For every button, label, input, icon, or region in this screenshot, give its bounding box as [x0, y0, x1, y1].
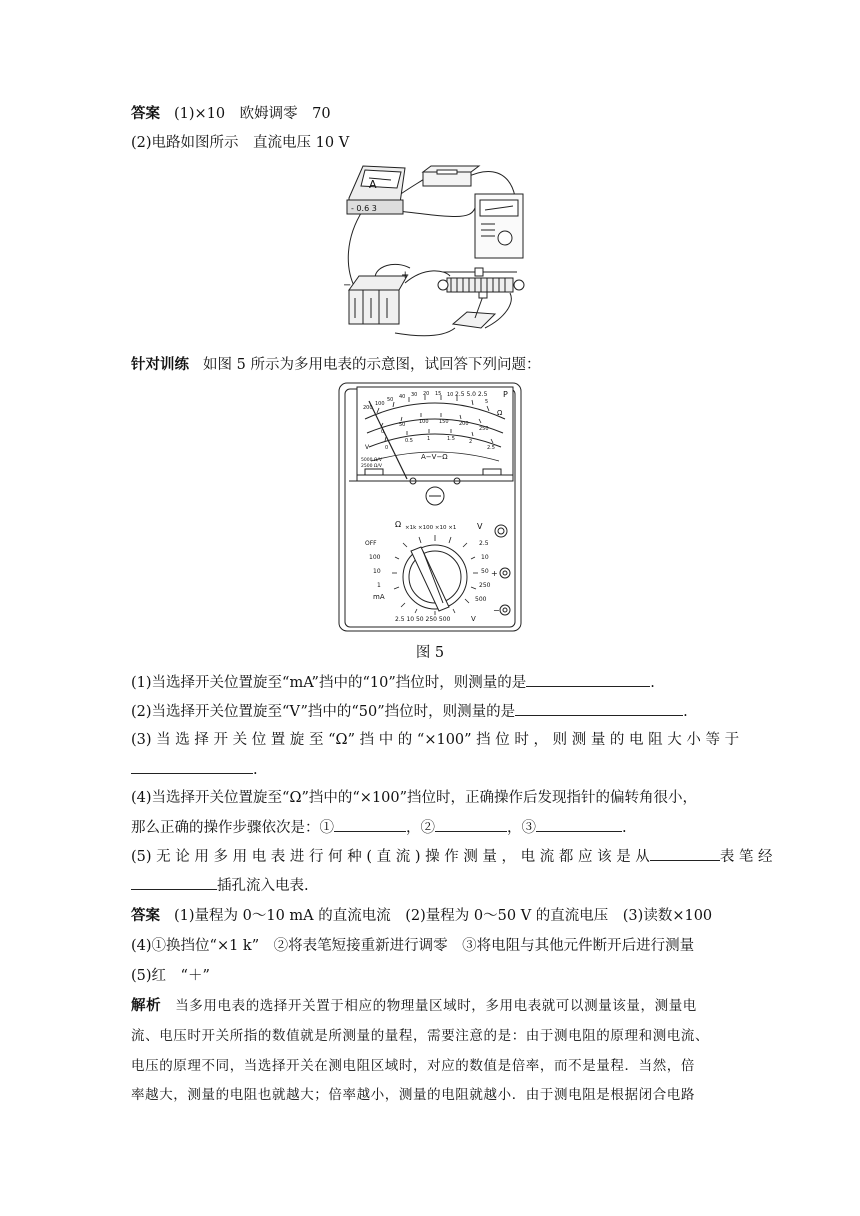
mid-num-250: 250 [479, 426, 489, 432]
low-num-1: 1 [427, 436, 431, 442]
ohm-num-100: 100 [375, 401, 385, 407]
dial-left-10: 10 [373, 568, 381, 575]
ammeter-terminals: - 0.6 3 [351, 204, 377, 213]
meter-spec-2: 2500 Ω/V [361, 464, 382, 469]
multimeter-figure [337, 381, 523, 633]
mid-num-0: 0 [381, 429, 385, 435]
dial-ohm-ranges: ×1k ×100 ×10 ×1 [405, 525, 457, 531]
top-p: P [503, 390, 508, 399]
top-scale-right: 2.5 5.0 2.5 [455, 391, 488, 398]
answer-2-label: 答案 [131, 907, 160, 924]
answer-1-line-1 [131, 104, 331, 124]
answer-blank-5-2[interactable] [131, 875, 217, 890]
question-4-step-1-label: 那么正确的操作步骤依次是：① [131, 820, 334, 836]
analysis-label: 解析 [131, 997, 162, 1014]
question-4: (4)当选择开关位置旋至“Ω”挡中的“×100”挡位时，正确操作后发现指针的偏转角很小， [131, 790, 698, 806]
answer-1-line-2: (2)电路如图所示 直流电压 10 V [131, 135, 350, 151]
scale-omega: Ω [497, 409, 503, 417]
dial-ma-label: mA [373, 593, 385, 601]
switch-icon [423, 166, 479, 186]
scale-v-symbol: V [365, 444, 370, 451]
multimeter-small-icon [475, 194, 523, 258]
knife-switch-icon [453, 292, 495, 328]
circuit-diagram [335, 158, 535, 344]
meter-spec-1: 5000 Ω/V [361, 458, 382, 463]
jack-minus: − [493, 606, 500, 615]
rheostat-icon [438, 268, 524, 292]
ohm-num-10: 10 [447, 392, 454, 398]
jack-plus: + [491, 569, 498, 578]
question-4-end: . [622, 820, 627, 836]
training-label: 针对训练 [131, 356, 189, 373]
battery-plus: + [401, 270, 410, 281]
low-num-0: 0 [385, 445, 389, 451]
question-1-end: . [650, 675, 655, 691]
question-5-cont [131, 875, 309, 896]
ohm-num-40: 40 [399, 394, 406, 400]
answer-blank-5-1[interactable] [650, 846, 720, 861]
dial-right-50: 50 [481, 568, 489, 575]
answer-label: 答案 [131, 105, 160, 122]
training-text: 如图 5 所示为多用电表的示意图，试回答下列问题： [203, 357, 541, 373]
meter-center-label: A−V−Ω [421, 453, 448, 461]
ohm-num-30: 30 [411, 392, 418, 398]
question-1 [131, 672, 655, 693]
question-3: (3) 当 选 择 开 关 位 置 旋 至 “Ω” 挡 中 的 “×100” 挡 位 时 ， 则 测 量 的 电 阻 大 小 等 于 [131, 732, 740, 748]
dial-right-250: 250 [479, 582, 491, 589]
answer-blank-4-1[interactable] [334, 817, 406, 832]
dial-left-off: OFF [365, 540, 377, 547]
question-5-end: 插孔流入电表. [217, 878, 309, 894]
mid-num-150: 150 [439, 419, 449, 425]
answer-2-text-1: (1)量程为 0～10 mA 的直流电流 (2)量程为 0～50 V 的直流电压 (3)读数×100 [174, 908, 713, 924]
dial-right-2-5: 2.5 [479, 540, 489, 547]
dial-omega: Ω [395, 520, 402, 529]
question-5-text: (5) 无 论 用 多 用 电 表 进 行 何 种 ( 直 流 ) 操 作 测 量 ， 电 流 都 应 该 是 从 [131, 849, 650, 865]
question-1-text: (1)当选择开关位置旋至“mA”挡中的“10”挡位时，则测量的是 [131, 675, 527, 691]
answer-blank-4-3[interactable] [536, 817, 622, 832]
dial-right-500: 500 [475, 596, 487, 603]
question-3-end: . [253, 762, 258, 778]
answer-2-line-1 [131, 906, 712, 926]
question-4-step-3-label: ，③ [507, 820, 536, 836]
answer-blank-4-2[interactable] [435, 817, 507, 832]
question-4-steps [131, 817, 627, 838]
answer-blank-2[interactable] [515, 701, 683, 716]
battery-minus: − [343, 280, 352, 291]
dial-left-1: 1 [377, 582, 381, 589]
ohm-num-50: 50 [387, 397, 394, 403]
dial-v: V [477, 522, 483, 531]
mid-num-100: 100 [419, 419, 429, 425]
ohm-num-5: 5 [485, 399, 489, 405]
answer-blank-1[interactable] [526, 672, 650, 687]
question-2 [131, 701, 688, 722]
question-4-step-2-label: ，② [406, 820, 435, 836]
dial-left-100: 100 [369, 554, 381, 561]
mid-num-200: 200 [459, 421, 469, 427]
low-num-1-5: 1.5 [447, 436, 455, 442]
low-num-0-5: 0.5 [405, 438, 413, 444]
dial-bottom-v: V [471, 615, 476, 623]
answer-2-line-2: (4)①换挡位“×1 k” ②将表笔短接重新进行调零 ③将电阻与其他元件断开后进行测量 [131, 938, 695, 954]
low-num-2: 2 [469, 439, 473, 445]
question-2-end: . [683, 704, 688, 720]
analysis-line-2: 流、电压时开关所指的数值就是所测量的量程，需要注意的是：由于测电阻的原理和测电流、 [131, 1028, 710, 1044]
low-num-2-5: 2.5 [487, 445, 495, 451]
figure-caption: 图 5 [415, 645, 445, 661]
answer-2-line-3: (5)红 “＋” [131, 968, 210, 984]
battery-icon [349, 276, 407, 324]
ammeter-letter: A [369, 178, 377, 191]
question-2-text: (2)当选择开关位置旋至“V”挡中的“50”挡位时，则测量的是 [131, 704, 516, 720]
analysis-line-4: 率越大，测量的电阻也就越大；倍率越小，测量的电阻就越小．由于测电阻是根据闭合电路 [131, 1087, 695, 1103]
ohm-num-20: 20 [423, 391, 430, 397]
ohm-num-15: 15 [435, 391, 442, 397]
question-5-mid: 表 笔 经 [719, 849, 773, 865]
answer-1-text: (1)×10 欧姆调零 70 [174, 106, 331, 122]
question-3-cont [131, 759, 258, 780]
dial-bottom-labels: 2.5 10 50 250 500 [395, 616, 451, 623]
mid-num-50: 50 [399, 422, 406, 428]
question-5 [131, 846, 773, 867]
ohm-num-200: 200 [363, 405, 373, 411]
analysis-line-1 [131, 996, 697, 1016]
analysis-text-1: 当多用电表的选择开关置于相应的物理量区域时，多用电表就可以测量该量，测量电 [175, 998, 697, 1014]
training-line [131, 355, 540, 375]
answer-blank-3[interactable] [131, 759, 253, 774]
dial-right-10: 10 [481, 554, 489, 561]
analysis-line-3: 电压的原理不同，当选择开关在测电阻区域时，对应的数值是倍率，而不是量程．当然，倍 [131, 1058, 695, 1074]
